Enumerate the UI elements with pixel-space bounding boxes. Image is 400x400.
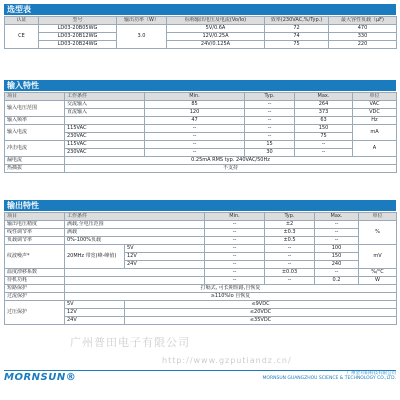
brand-logo: MORNSUN®: [4, 372, 77, 383]
cond-cell: 0%-100%负载: [65, 237, 205, 245]
model-cell: LD03-20B24WG: [39, 41, 117, 49]
item-cell: 温度漂移系数: [5, 269, 65, 277]
value-cell: 15: [245, 141, 295, 149]
value-cell: 150: [295, 125, 353, 133]
table-row: [5, 101, 397, 109]
value-cell: --: [265, 277, 315, 285]
value-cell: --: [205, 261, 265, 269]
cond-cell: 115VAC: [65, 141, 145, 149]
model-cell: LD03-20B05WG: [39, 25, 117, 33]
value-cell: --: [245, 125, 295, 133]
table-header-row: [5, 213, 397, 221]
header-cell: 认证: [5, 17, 39, 25]
vo-io-cell: 12V/0.25A: [167, 33, 265, 41]
cap-cell: 470: [329, 25, 397, 33]
company-name-en: MORNSUN GUANGZHOU SCIENCE & TECHNOLOGY CO.,LTD.: [262, 376, 396, 381]
table-row: [5, 277, 397, 285]
table-row: [5, 33, 397, 41]
header-cell: Typ.: [265, 213, 315, 221]
value-cell: 120: [145, 109, 245, 117]
cap-cell: 220: [329, 41, 397, 49]
header-cell: Typ.: [245, 93, 295, 101]
value-cell: ≤35VDC: [125, 317, 397, 325]
header-cell: 单位: [353, 93, 397, 101]
header-cell: 项目: [5, 93, 65, 101]
table-row: [5, 245, 397, 253]
item-cell: 过压保护: [5, 301, 65, 325]
value-cell: --: [145, 125, 245, 133]
item-cell: 漏电流: [5, 157, 65, 165]
table-header-row: [5, 17, 397, 25]
cond-cell: 12V: [65, 309, 125, 317]
value-cell: --: [315, 221, 359, 229]
item-cell: 输入频率: [5, 117, 65, 125]
value-cell: 0.2: [315, 277, 359, 285]
item-cell: 负载调节率: [5, 237, 65, 245]
watermark-url: http://www.gzputiandz.cn/: [162, 356, 292, 365]
value-cell: --: [205, 221, 265, 229]
unit-cell: W: [359, 277, 397, 285]
header-cell: 工作条件: [65, 93, 145, 101]
value-cell: --: [245, 117, 295, 125]
unit-cell: %: [359, 221, 397, 245]
value-cell: 30: [245, 149, 295, 157]
cond-cell: 满载: [65, 229, 205, 237]
value-cell: ≥110%Io 自恢复: [65, 293, 397, 301]
model-cell: LD03-20B12WG: [39, 33, 117, 41]
value-cell: --: [315, 229, 359, 237]
table-row: [5, 269, 397, 277]
value-cell: --: [205, 277, 265, 285]
table-row: [5, 25, 397, 33]
value-cell: --: [205, 237, 265, 245]
cond-cell: 20MHz 带宽(峰-峰值): [65, 245, 125, 269]
table-row: [5, 221, 397, 229]
value-cell: --: [145, 149, 245, 157]
value-cell: --: [295, 141, 353, 149]
value-cell: ±0.03: [265, 269, 315, 277]
value-cell: ±0.3: [265, 229, 315, 237]
header-cell: 型号: [39, 17, 117, 25]
value-cell: 47: [145, 117, 245, 125]
table-row: [5, 117, 397, 125]
value-cell: 不支持: [65, 165, 397, 173]
cond-cell: 直流输入: [65, 109, 145, 117]
item-cell: 输出电压精度: [5, 221, 65, 229]
value-cell: ≤20VDC: [125, 309, 397, 317]
value-cell: --: [265, 245, 315, 253]
cert-cell: CE: [5, 25, 39, 49]
value-cell: 85: [145, 101, 245, 109]
value-cell: --: [295, 149, 353, 157]
value-cell: 240: [315, 261, 359, 269]
unit-cell: mV: [359, 245, 397, 269]
header-cell: 标称输出电压及电流(Vo/Io): [167, 17, 265, 25]
table-row: [5, 237, 397, 245]
item-cell: 过流保护: [5, 293, 65, 301]
table-row: [5, 165, 397, 173]
table-row: [5, 157, 397, 165]
value-cell: ≤9VDC: [125, 301, 397, 309]
power-cell: 3.0: [117, 25, 167, 49]
value-cell: 打嗝式, 可长期短路,自恢复: [65, 285, 397, 293]
table-row: [5, 285, 397, 293]
selection-table: [4, 16, 397, 49]
header-cell: Min.: [145, 93, 245, 101]
section-title-selection: 选型表: [4, 4, 396, 15]
value-cell: --: [245, 133, 295, 141]
vo-io-cell: 24V/0.125A: [167, 41, 265, 49]
vo-io-cell: 5V/0.6A: [167, 25, 265, 33]
item-cell: 输入电流: [5, 125, 65, 141]
item-cell: 输入电压范围: [5, 101, 65, 117]
value-cell: --: [205, 269, 265, 277]
value-cell: --: [265, 253, 315, 261]
table-header-row: [5, 93, 397, 101]
cond-cell: 满载,全电压范围: [65, 221, 205, 229]
cap-cell: 330: [329, 33, 397, 41]
unit-cell: VAC: [353, 101, 397, 109]
value-cell: --: [145, 133, 245, 141]
unit-cell: Hz: [353, 117, 397, 125]
value-cell: 0.25mA RMS typ. 240VAC/50Hz: [65, 157, 397, 165]
cond-cell: 24V: [125, 261, 205, 269]
table-row: [5, 41, 397, 49]
value-cell: --: [205, 245, 265, 253]
unit-cell: mA: [353, 125, 397, 141]
eff-cell: 74: [265, 33, 329, 41]
table-row: [5, 125, 397, 133]
item-cell: 纹波噪声*: [5, 245, 65, 269]
value-cell: --: [315, 237, 359, 245]
value-cell: --: [265, 261, 315, 269]
value-cell: --: [245, 101, 295, 109]
unit-cell: %/°C: [359, 269, 397, 277]
value-cell: ±2: [265, 221, 315, 229]
header-cell: 最大容性负载（µF): [329, 17, 397, 25]
table-row: [5, 229, 397, 237]
value-cell: ±0.5: [265, 237, 315, 245]
value-cell: 150: [315, 253, 359, 261]
eff-cell: 75: [265, 41, 329, 49]
section-title-input: 输入特性: [4, 80, 396, 91]
item-cell: 线性调节率: [5, 229, 65, 237]
table-row: [5, 293, 397, 301]
cond-cell: 5V: [125, 245, 205, 253]
input-table: [4, 92, 397, 173]
header-cell: 单位: [359, 213, 397, 221]
header-cell: 输出功率（W）: [117, 17, 167, 25]
company-name: [263, 371, 396, 381]
value-cell: --: [205, 253, 265, 261]
company-name-cn: 广州金升阳科技有限公司: [346, 371, 396, 376]
cond-cell: 12V: [125, 253, 205, 261]
cond-cell: 5V: [65, 301, 125, 309]
value-cell: --: [315, 269, 359, 277]
cond-cell: 115VAC: [65, 125, 145, 133]
header-cell: 项目: [5, 213, 65, 221]
value-cell: --: [205, 229, 265, 237]
value-cell: --: [145, 141, 245, 149]
watermark-company: 广州普田电子有限公司: [70, 336, 190, 349]
value-cell: --: [245, 109, 295, 117]
unit-cell: VDC: [353, 109, 397, 117]
header-cell: Max.: [295, 93, 353, 101]
table-row: [5, 141, 397, 149]
item-cell: 待机功耗: [5, 277, 65, 285]
value-cell: 264: [295, 101, 353, 109]
cond-cell: 24V: [65, 317, 125, 325]
item-cell: 冲击电流: [5, 141, 65, 157]
header-cell: Min.: [205, 213, 265, 221]
value-cell: 75: [295, 133, 353, 141]
header-cell: 工作条件: [65, 213, 205, 221]
value-cell: 100: [315, 245, 359, 253]
cond-cell: 230VAC: [65, 133, 145, 141]
item-cell: 热插拔: [5, 165, 65, 173]
output-table: [4, 212, 397, 325]
cond-cell: 230VAC: [65, 149, 145, 157]
header-cell: Max.: [315, 213, 359, 221]
eff-cell: 72: [265, 25, 329, 33]
unit-cell: A: [353, 141, 397, 157]
value-cell: 63: [295, 117, 353, 125]
value-cell: 373: [295, 109, 353, 117]
item-cell: 短路保护: [5, 285, 65, 293]
table-row: [5, 301, 397, 309]
cond-cell: 交流输入: [65, 101, 145, 109]
header-cell: 效率(230VAC,%/Typ.): [265, 17, 329, 25]
section-title-output: 输出特性: [4, 200, 396, 211]
